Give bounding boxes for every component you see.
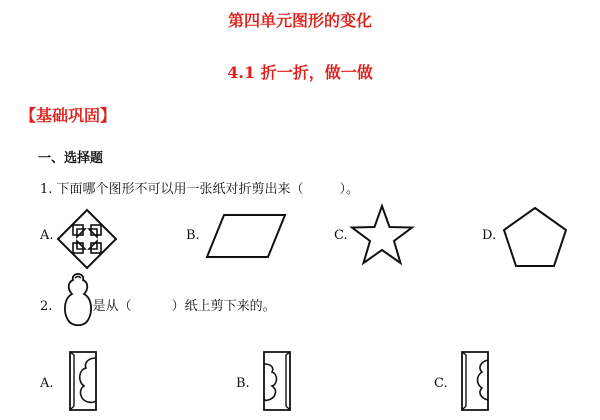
q2-option-b-label: B. (236, 376, 250, 391)
pentagon-shape (502, 206, 568, 268)
folded-paper-a (64, 350, 98, 412)
question-2-number: 2. (40, 299, 53, 314)
page-title: 第四单元图形的变化 (227, 11, 372, 30)
question-2-text-end: ）纸上剪下来的。 (171, 299, 276, 314)
diamond-arrows-shape (56, 208, 118, 270)
q1-option-c-label: C. (334, 228, 348, 243)
part-heading: 一、选择题 (38, 151, 104, 166)
parallelogram-shape (206, 214, 286, 258)
gourd-shape (60, 272, 96, 330)
question-2-text: 是从（ (92, 299, 132, 314)
question-1 (40, 178, 359, 197)
section-heading: 【基础巩固】 (20, 106, 117, 125)
folded-paper-c (460, 350, 494, 412)
q1-option-d-label: D. (482, 228, 497, 243)
q2-option-c-label: C. (434, 376, 448, 391)
q2-option-a-label: A. (40, 376, 54, 391)
q1-option-b-label: B. (186, 228, 200, 243)
question-1-text-end: ）。 (339, 182, 360, 197)
q1-option-a-label: A. (40, 228, 54, 243)
lesson-subtitle: 4.1 折一折，做一做 (227, 63, 373, 82)
star-shape (350, 204, 414, 266)
question-1-text: 1. 下面哪个图形不可以用一张纸对折剪出来（ (40, 182, 304, 197)
folded-paper-b (262, 350, 296, 412)
